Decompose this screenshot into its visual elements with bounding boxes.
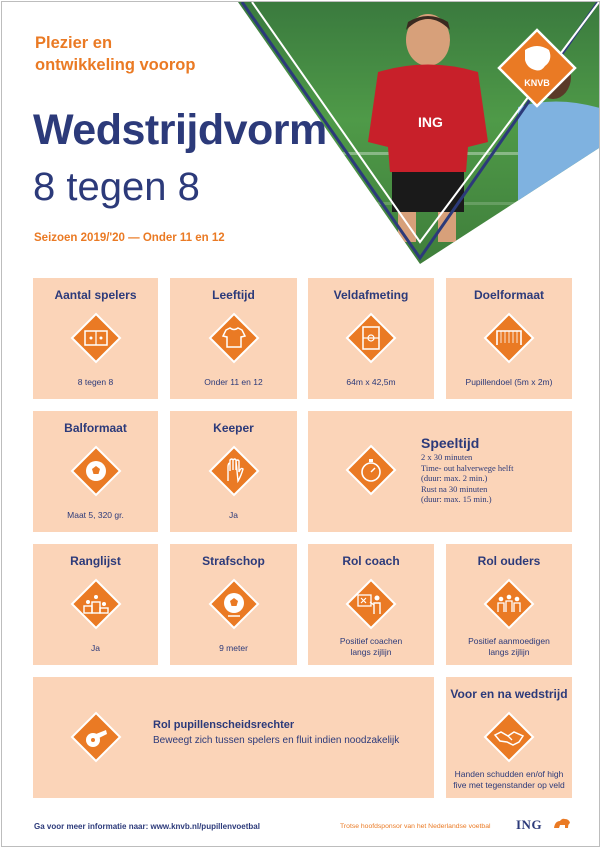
card-title: Rol ouders [477, 554, 541, 568]
card-value: 8 tegen 8 [77, 377, 114, 387]
speeltijd-line: Rust na 30 minuten [421, 483, 488, 494]
card-title: Doelformaat [473, 288, 544, 302]
card-value [450, 769, 568, 791]
poster [1, 1, 600, 847]
card-leeftijd [170, 278, 297, 399]
card-value: 64m x 42,5m [346, 377, 396, 387]
card-title: Leeftijd [212, 288, 255, 302]
card-value [450, 636, 568, 658]
page-title-format: 8 tegen 8 [33, 165, 200, 209]
whistle-icon [70, 711, 122, 763]
speeltijd-details [421, 452, 513, 505]
podium-icon [70, 578, 122, 630]
subtitle [35, 32, 245, 76]
card-value: Ja [229, 510, 238, 520]
season-label: Seizoen 2019/'20 — Onder 11 en 12 [34, 232, 225, 244]
card-title: Rol coach [342, 554, 400, 568]
parents-icon [483, 578, 535, 630]
card-value-line: five met tegenstander op veld [453, 780, 565, 790]
card-title: Aantal spelers [54, 288, 137, 302]
goal-icon [483, 312, 535, 364]
pitch-icon [345, 312, 397, 364]
card-value-line: langs zijlijn [488, 647, 530, 657]
card-value-line: Positief coachen [339, 636, 403, 646]
card-aantal-spelers [33, 278, 158, 399]
player-red-shirt [348, 12, 498, 242]
card-rol-ouders [446, 544, 572, 665]
footer-sponsor-text: Trotse hoofdsponsor van het Nederlandse voetbal [340, 823, 491, 830]
card-strafschop [170, 544, 297, 665]
card-rol-scheidsrechter [33, 677, 434, 798]
ing-logo-text: ING [516, 817, 543, 832]
card-doelformaat [446, 278, 572, 399]
card-value: Ja [91, 643, 100, 653]
glove-icon [208, 445, 260, 497]
card-voor-na-wedstrijd [446, 677, 572, 798]
field-icon [70, 312, 122, 364]
card-value: Beweegt zich tussen spelers en fluit indien noodzakelijk [153, 735, 400, 746]
ing-lion-icon [552, 816, 572, 830]
speeltijd-line: 2 x 30 minuten [421, 452, 473, 462]
speeltijd-line: Time- out halverwege helft [421, 462, 514, 473]
handshake-icon [483, 711, 535, 763]
card-balformaat [33, 411, 158, 532]
card-rol-coach [308, 544, 434, 665]
card-title: Balformaat [64, 421, 127, 435]
footer-info-link[interactable]: Ga voor meer informatie naar: www.knvb.nl/pupillenvoetbal [34, 822, 260, 831]
card-title: Voor en na wedstrijd [450, 687, 568, 701]
card-title: Ranglijst [70, 554, 121, 568]
card-veldafmeting [308, 278, 434, 399]
card-title: Veldafmeting [333, 288, 409, 302]
card-value-line: langs zijlijn [350, 647, 392, 657]
knvb-logo-text: KNVB [524, 78, 550, 88]
card-value-line: Handen schudden en/of high [454, 769, 564, 779]
card-title: Keeper [213, 421, 254, 435]
card-keeper [170, 411, 297, 532]
card-value: Onder 11 en 12 [204, 377, 263, 387]
speeltijd-line: (duur: max. 15 min.) [421, 494, 492, 505]
card-ranglijst [33, 544, 158, 665]
speeltijd-line: (duur: max. 2 min.) [421, 473, 488, 484]
coach-icon [345, 578, 397, 630]
subtitle-line1: Plezier en [35, 34, 113, 52]
stopwatch-icon [345, 444, 397, 496]
page-title: Wedstrijdvorm [33, 106, 327, 154]
card-value: Pupillendoel (5m x 2m) [465, 377, 553, 387]
card-title: Speeltijd [421, 435, 480, 451]
card-title: Strafschop [202, 554, 265, 568]
card-value: Maat 5, 320 gr. [67, 510, 124, 520]
card-value: 9 meter [219, 643, 248, 653]
card-value-line: Positief aanmoedigen [468, 636, 550, 646]
penalty-ball-icon [208, 578, 260, 630]
shirt-icon [208, 312, 260, 364]
subtitle-line2: ontwikkeling voorop [35, 56, 196, 74]
knvb-logo [497, 28, 577, 108]
ball-icon [70, 445, 122, 497]
shirt-sponsor-text: ING [418, 114, 443, 130]
card-value [312, 636, 430, 658]
card-speeltijd [308, 411, 572, 532]
card-title: Rol pupillenscheidsrechter [153, 719, 295, 731]
